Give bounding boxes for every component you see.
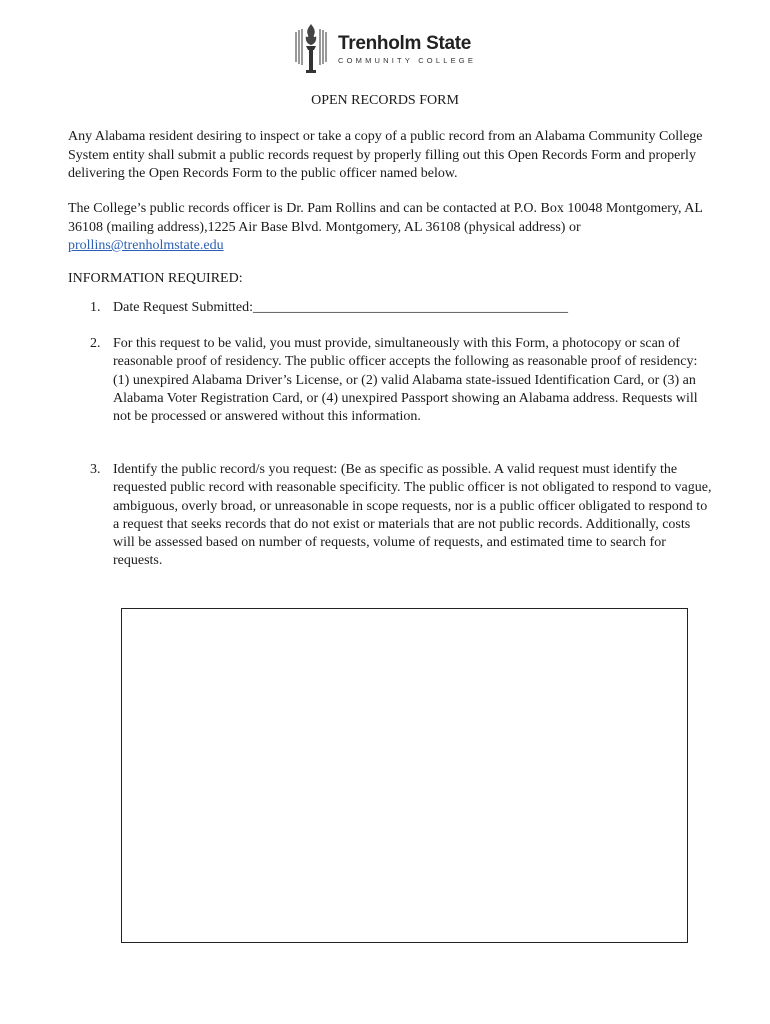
info-required-heading: INFORMATION REQUIRED: [68,271,243,286]
list-item-date-request [90,299,715,317]
form-title: OPEN RECORDS FORM [311,93,459,108]
list-item-proof-of-residency [90,335,715,426]
officer-paragraph [68,200,708,256]
logo-name: Trenholm State [338,33,472,54]
logo-subtitle: COMMUNITY COLLEGE [338,56,477,65]
list-item-text: For this request to be valid, you must provide, simultaneously with this Form, a photocopy or scan of reasonable proof of residency. The public officer accepts the following as reasonable proof of residency: (1) unexpired Alabama Driver’s License, or (2) valid Alabama state-issued Identification Card, or (3) an Alabama Voter Registration Card, or (4) unexpired Passport showing an Alabama address. Requests will not be processed or answered without this information. [113,336,698,425]
list-item-number: 3. [90,462,101,477]
officer-email-link[interactable]: prollins@trenholmstate.edu [68,238,224,253]
records-request-textbox[interactable] [121,608,688,943]
date-request-field[interactable]: Date Request Submitted:_____________________________________________ [113,300,568,315]
list-item-number: 1. [90,300,101,315]
list-item-text: Identify the public record/s you request: (Be as specific as possible. A valid request must identify the requested public record with reasonable specificity. The public officer is not obligated to respond to vague, ambiguous, overly broad, or unreasonable in scope requests, nor is a public officer obligated to respond to a request that seeks records that do not exist or materials that are not public records. Additionally, costs will be assessed based on number of requests, volume of requests, and estimated time to search for requests. [113,462,712,569]
torch-icon [290,22,332,76]
list-item-identify-records [90,461,715,571]
intro-paragraph: Any Alabama resident desiring to inspect or take a copy of a public record from an Alabama Community College System entity shall submit a public records request by properly filling out this Open Records Form and properly delivering the Open Records Form to the public officer named below. [68,129,703,181]
officer-contact-text: The College’s public records officer is Dr. Pam Rollins and can be contacted at P.O. Box 10048 Montgomery, AL 36108 (mailing address),1225 Air Base Blvd. Montgomery, AL 36108 (physical address) or [68,201,703,235]
college-logo [290,22,480,76]
list-item-number: 2. [90,336,101,351]
